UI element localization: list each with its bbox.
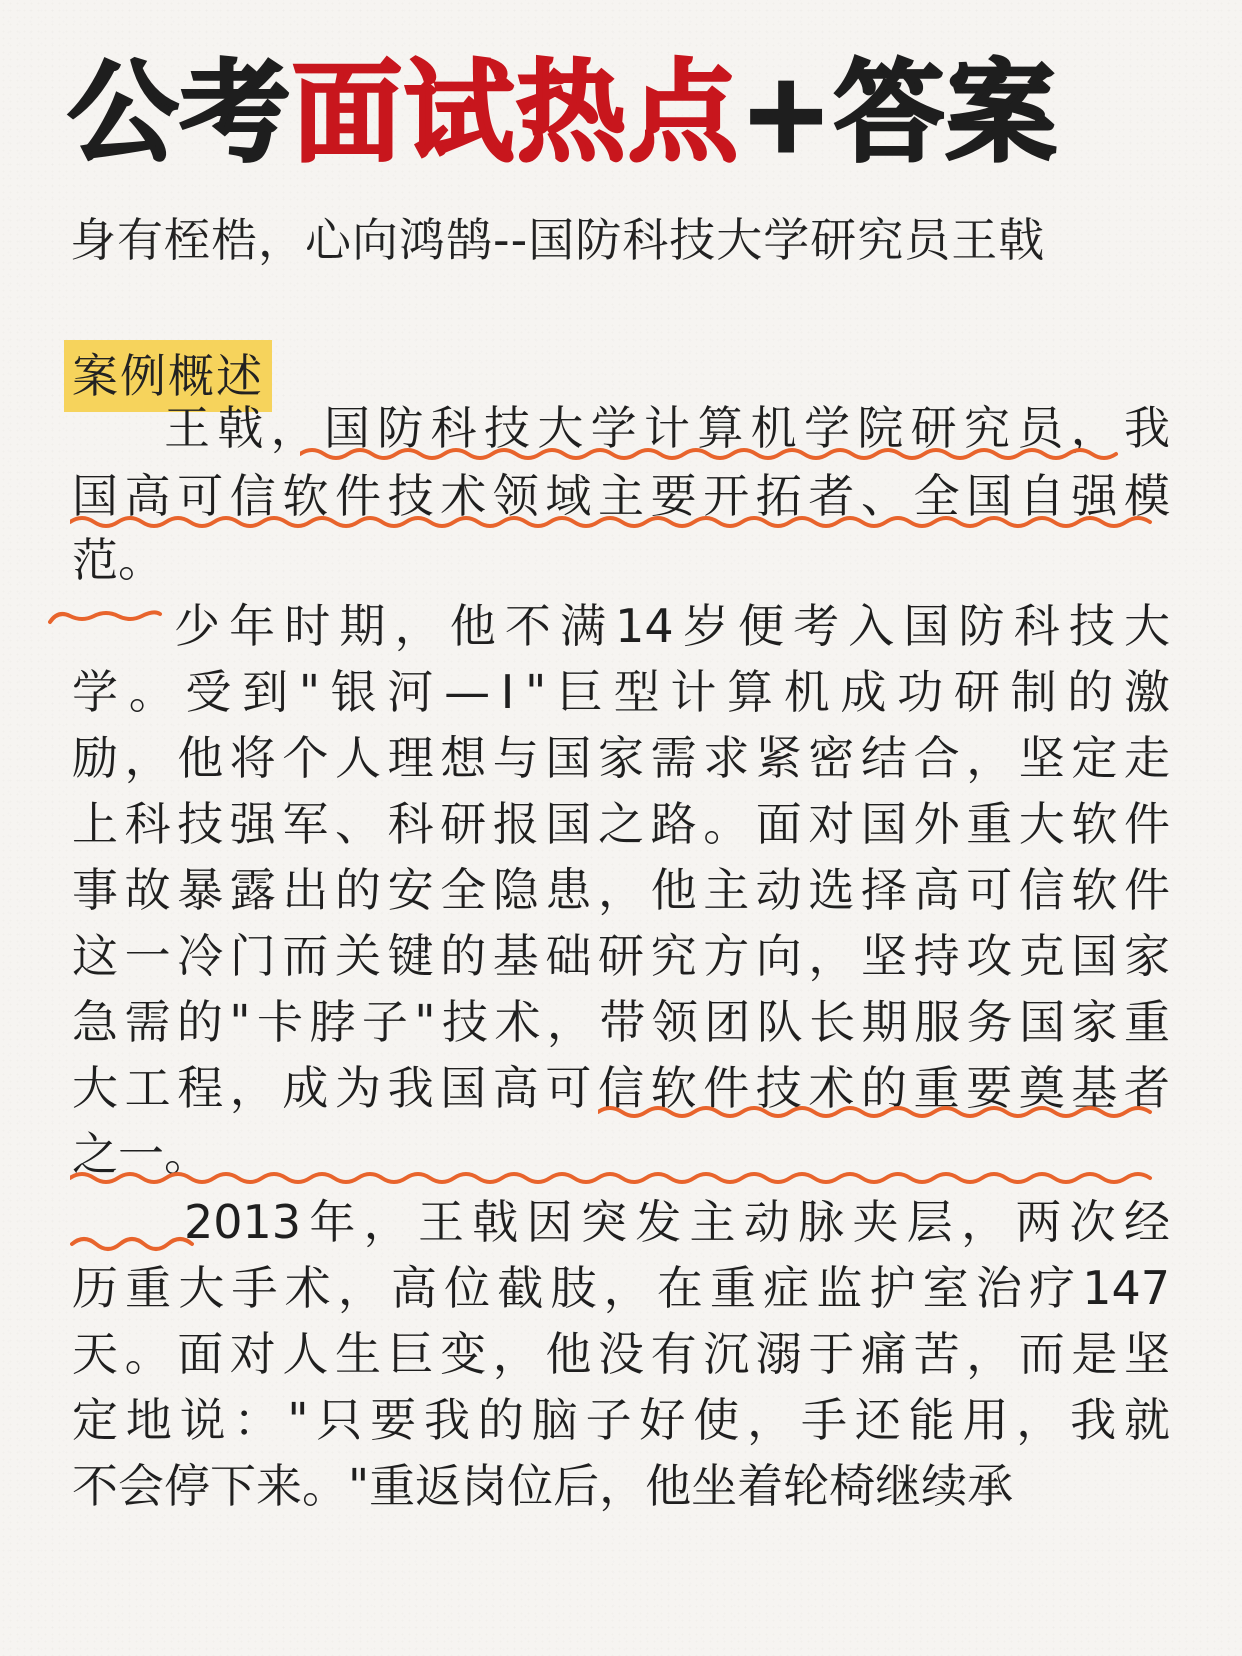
paragraph-2-line-2: 学。受到"银河—Ⅰ"巨型计算机成功研制的激 [72, 665, 1170, 719]
paragraph-3-line-2: 历重大手术，高位截肢，在重症监护室治疗147 [72, 1261, 1170, 1315]
paragraph-2-line-9: 之一。 [72, 1127, 210, 1181]
title-part-black: 公考 [68, 49, 292, 177]
paragraph-2-line-4: 上科技强军、科研报国之路。面对国外重大软件 [72, 797, 1170, 851]
section-label-highlight: 案例概述 [64, 340, 272, 412]
title-part-red: 面试热点 [292, 49, 740, 177]
paragraph-1-line-2: 国高可信软件技术领域主要开拓者、全国自强模 [72, 469, 1170, 523]
page-title [68, 48, 1058, 178]
paragraph-2-line-5: 事故暴露出的安全隐患，他主动选择高可信软件 [72, 863, 1170, 917]
paragraph-3-line-1: 2013年，王戟因突发主动脉夹层，两次经 [184, 1195, 1170, 1249]
paragraph-3-line-4: 定地说："只要我的脑子好使，手还能用，我就 [72, 1393, 1170, 1447]
paragraph-3-line-3: 天。面对人生巨变，他没有沉溺于痛苦，而是坚 [72, 1327, 1170, 1381]
paragraph-1-line-1: 王戟，国防科技大学计算机学院研究员，我 [164, 401, 1170, 455]
paragraph-2-line-6: 这一冷门而关键的基础研究方向，坚持攻克国家 [72, 929, 1170, 983]
paragraph-2-line-3: 励，他将个人理想与国家需求紧密结合，坚定走 [72, 731, 1170, 785]
paragraph-2-line-1: 少年时期，他不满14岁便考入国防科技大 [174, 599, 1170, 653]
title-part-answer: +答案 [740, 49, 1059, 177]
paragraph-1-line-3: 范。 [72, 533, 164, 587]
paragraph-3-line-5: 不会停下来。"重返岗位后，他坐着轮椅继续承 [72, 1459, 1014, 1513]
paragraph-2-line-7: 急需的"卡脖子"技术，带领团队长期服务国家重 [72, 995, 1170, 1049]
paragraph-2-line-8: 大工程，成为我国高可信软件技术的重要奠基者 [72, 1061, 1170, 1115]
article-subtitle: 身有桎梏，心向鸿鹄--国防科技大学研究员王戟 [70, 213, 1046, 267]
